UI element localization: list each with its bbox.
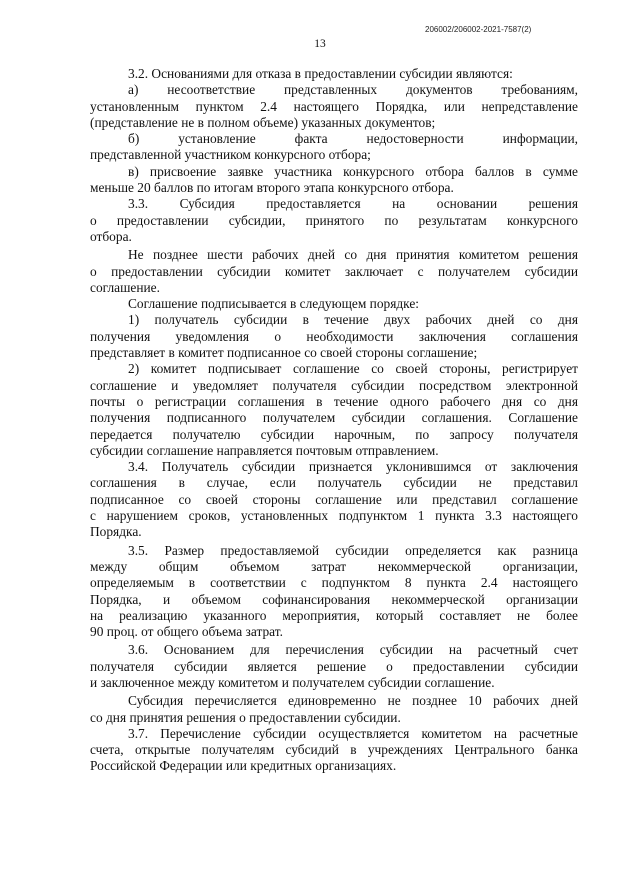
- text-line: соглашения в случае, если получатель субсидии не представил: [90, 475, 578, 491]
- paragraph-3-7: [90, 726, 578, 775]
- text-line: Субсидия перечисляется единовременно не позднее 10 рабочих дней: [128, 693, 578, 709]
- text-line: установленным пунктом 2.4 настоящего Порядка, или непредставление: [90, 98, 578, 114]
- text-line: Соглашение подписывается в следующем порядке:: [128, 296, 420, 312]
- text-line: Порядка, и объемом софинансирования некоммерческой организации: [90, 591, 578, 607]
- text-line: (представление не в полном объеме) указанных документов;: [90, 114, 436, 130]
- text-line: счета, открытые получателям субсидий в учреждениях Центрального банка: [90, 742, 578, 758]
- paragraph-3-6: [90, 642, 578, 691]
- document-body: [90, 66, 578, 775]
- text-line: 3.7. Перечисление субсидии осуществляется комитетом на расчетные: [128, 725, 578, 741]
- text-line: на реализацию указанного мероприятия, который составляет не более: [90, 607, 578, 623]
- text-line: о предоставлении субсидии, принятого по результатам конкурсного: [90, 212, 578, 228]
- text-line: 3.4. Получатель субсидии признается уклонившимся от заключения: [128, 459, 578, 475]
- text-line: 3.2. Основаниями для отказа в предоставлении субсидии являются:: [128, 66, 513, 81]
- text-line: соглашение и уведомляет получателя субсидии посредством электронной: [90, 377, 578, 393]
- text-line: подписанное со своей стороны соглашение или представил соглашение: [90, 491, 578, 507]
- page-number: 13: [314, 38, 326, 50]
- text-line: и заключенное между комитетом и получателем субсидии соглашение.: [90, 674, 495, 690]
- text-line: 3.6. Основанием для перечисления субсидии на расчетный счет: [128, 642, 578, 658]
- text-line: меньше 20 баллов по итогам второго этапа конкурсного отбора.: [90, 180, 454, 196]
- text-line: субсидии соглашение направляется почтовым отправлением.: [90, 442, 439, 458]
- text-line: с нарушением сроков, установленных подпунктом 1 пункта 3.3 настоящего: [90, 508, 578, 524]
- paragraph-six-days: [90, 247, 578, 296]
- text-line: в) присвоение заявке участника конкурсного отбора баллов в сумме: [128, 163, 578, 179]
- text-line: Порядка.: [90, 524, 142, 540]
- text-line: почты о регистрации соглашения в течение одного рабочего дня со дня: [90, 393, 578, 409]
- text-line: представляет в комитет подписанное со своей стороны соглашение;: [90, 345, 478, 361]
- paragraph-step-1: [90, 312, 578, 361]
- text-line: 90 проц. от общего объема затрат.: [90, 624, 283, 640]
- text-line: Российской Федерации или кредитных организациях.: [90, 758, 397, 774]
- text-line: передается получателю субсидии нарочным, по запросу получателя: [90, 426, 578, 442]
- text-line: 3.3. Субсидия предоставляется на основании решения: [128, 196, 578, 212]
- text-line: получения уведомления о необходимости заключения соглашения: [90, 328, 578, 344]
- text-line: определяемым в соответствии с подпунктом 8 пункта 2.4 настоящего: [90, 575, 578, 591]
- text-line: 3.5. Размер предоставляемой субсидии определяется как разница: [128, 542, 578, 558]
- text-line: б) установление факта недостоверности информации,: [128, 131, 578, 147]
- paragraph-3-5: [90, 543, 578, 641]
- document-id: 206002/206002-2021-7587(2): [425, 25, 532, 34]
- text-line: представленной участником конкурсного отбора;: [90, 147, 371, 163]
- paragraph-item-v: [90, 164, 578, 197]
- text-line: получателя субсидии является решение о предоставлении субсидии: [90, 658, 578, 674]
- text-line: отбора.: [90, 228, 132, 244]
- text-line: получения подписанного получателем субсидии соглашения. Соглашение: [90, 410, 578, 426]
- paragraph-item-b: [90, 131, 578, 164]
- paragraph-3-3: [90, 196, 578, 245]
- text-line: о предоставлении субсидии комитет заключает с получателем субсидии: [90, 263, 578, 279]
- text-line: соглашение.: [90, 279, 160, 295]
- text-line: 2) комитет подписывает соглашение со своей стороны, регистрирует: [128, 361, 578, 377]
- paragraph-3-2: [90, 66, 578, 82]
- text-line: Не позднее шести рабочих дней со дня принятия комитетом решения: [128, 247, 578, 263]
- text-line: между общим объемом затрат некоммерческой организации,: [90, 558, 578, 574]
- paragraph-one-time-transfer: [90, 693, 578, 726]
- paragraph-item-a: [90, 82, 578, 131]
- paragraph-3-4: [90, 459, 578, 540]
- text-line: а) несоответствие представленных документов требованиям,: [128, 82, 578, 98]
- text-line: 1) получатель субсидии в течение двух рабочих дней со дня: [128, 312, 578, 328]
- paragraph-step-2: [90, 361, 578, 459]
- paragraph-signing-order: [90, 296, 578, 312]
- text-line: со дня принятия решения о предоставлении субсидии.: [90, 709, 401, 725]
